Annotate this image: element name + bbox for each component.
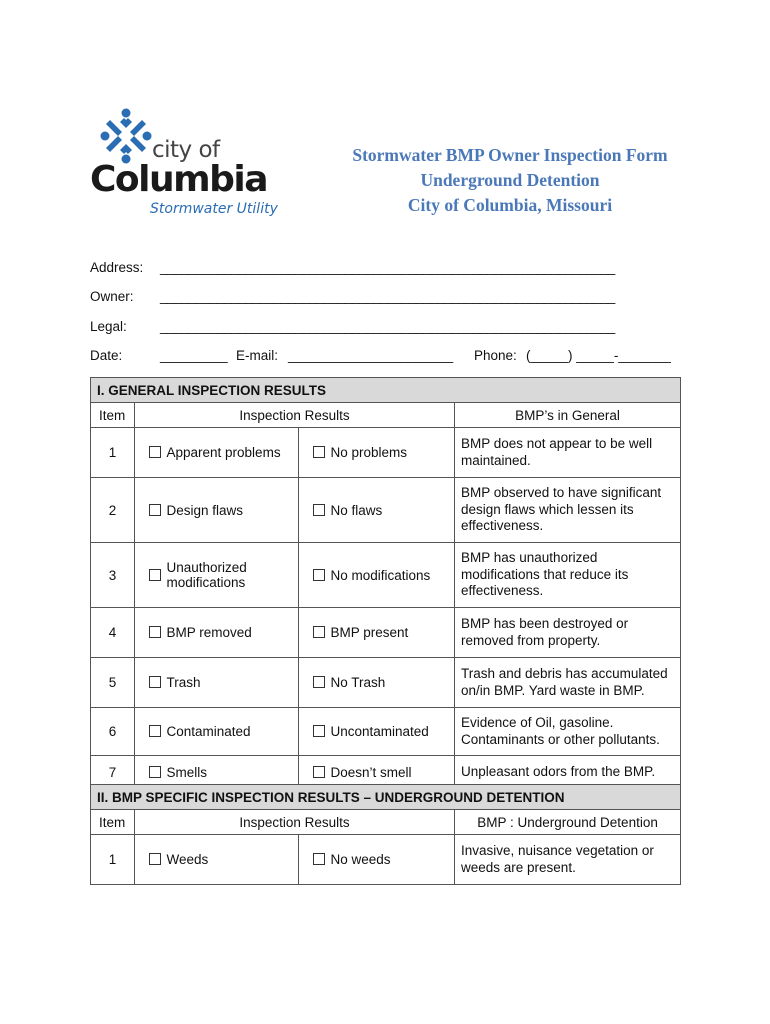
phone-label: Phone: xyxy=(474,348,517,363)
row-description: BMP has been destroyed or removed from property. xyxy=(455,608,681,658)
checkbox-square-icon[interactable] xyxy=(149,626,161,638)
address-label: Address: xyxy=(90,260,144,275)
option-ok-label: No Trash xyxy=(327,658,455,708)
table-row xyxy=(91,835,681,885)
item-number: 1 xyxy=(91,428,135,478)
checkbox-square-icon[interactable] xyxy=(149,853,161,865)
checkbox-problem[interactable] xyxy=(135,658,163,708)
checkbox-square-icon[interactable] xyxy=(149,504,161,516)
option-problem-label: BMP removed xyxy=(163,608,299,658)
checkbox-square-icon[interactable] xyxy=(313,504,325,516)
table-row xyxy=(91,543,681,608)
email-line[interactable]: ______________________ xyxy=(288,348,454,363)
table-row xyxy=(91,708,681,756)
logo-city-of: city of xyxy=(152,137,220,163)
option-ok-label: No flaws xyxy=(327,478,455,543)
checkbox-square-icon[interactable] xyxy=(313,446,325,458)
item-number: 6 xyxy=(91,708,135,756)
checkbox-square-icon[interactable] xyxy=(149,766,161,778)
col-results-header: Inspection Results xyxy=(135,403,455,428)
option-ok-label: No modifications xyxy=(327,543,455,608)
checkbox-ok[interactable] xyxy=(299,478,327,543)
checkbox-ok[interactable] xyxy=(299,835,327,885)
checkbox-ok[interactable] xyxy=(299,658,327,708)
checkbox-square-icon[interactable] xyxy=(313,626,325,638)
row-description: Evidence of Oil, gasoline. Contaminants or other pollutants. xyxy=(455,708,681,756)
email-label: E-mail: xyxy=(236,348,279,363)
checkbox-ok[interactable] xyxy=(299,428,327,478)
option-problem-label: Design flaws xyxy=(163,478,299,543)
checkbox-problem[interactable] xyxy=(135,708,163,756)
item-number: 1 xyxy=(91,835,135,885)
option-ok-label: No problems xyxy=(327,428,455,478)
checkbox-ok[interactable] xyxy=(299,543,327,608)
item-number: 7 xyxy=(91,756,135,790)
form-title xyxy=(300,143,720,218)
checkbox-problem[interactable] xyxy=(135,608,163,658)
title-line-1: Stormwater BMP Owner Inspection Form xyxy=(352,145,668,165)
col-specific-header: BMP : Underground Detention xyxy=(455,810,681,835)
option-ok-label: BMP present xyxy=(327,608,455,658)
checkbox-problem[interactable] xyxy=(135,835,163,885)
checkbox-ok[interactable] xyxy=(299,608,327,658)
item-number: 5 xyxy=(91,658,135,708)
general-inspection-table xyxy=(90,377,681,790)
checkbox-square-icon[interactable] xyxy=(313,766,325,778)
checkbox-square-icon[interactable] xyxy=(149,446,161,458)
option-problem-label: Apparent problems xyxy=(163,428,299,478)
title-line-2: Underground Detention xyxy=(420,170,600,190)
col-item-header: Item xyxy=(91,403,135,428)
table-row xyxy=(91,608,681,658)
owner-line[interactable]: ________________________________________________________________ xyxy=(160,289,615,304)
option-problem-label: Unauthorized modifications xyxy=(163,543,299,608)
section2-title: II. BMP SPECIFIC INSPECTION RESULTS – UNDERGROUND DETENTION xyxy=(91,785,681,810)
option-problem-label: Contaminated xyxy=(163,708,299,756)
phone-line[interactable]: (_____) _____-_______ xyxy=(526,348,671,363)
option-ok-label: No weeds xyxy=(327,835,455,885)
col-general-header: BMP’s in General xyxy=(455,403,681,428)
checkbox-ok[interactable] xyxy=(299,708,327,756)
legal-line[interactable]: ________________________________________________________________ xyxy=(160,319,615,334)
table-row xyxy=(91,428,681,478)
checkbox-problem[interactable] xyxy=(135,428,163,478)
row-description: BMP observed to have significant design flaws which lessen its effectiveness. xyxy=(455,478,681,543)
checkbox-square-icon[interactable] xyxy=(149,569,161,581)
table-row xyxy=(91,658,681,708)
checkbox-square-icon[interactable] xyxy=(313,676,325,688)
row-description: Unpleasant odors from the BMP. xyxy=(455,756,681,790)
row-description: BMP has unauthorized modifications that reduce its effectiveness. xyxy=(455,543,681,608)
section1-title: I. GENERAL INSPECTION RESULTS xyxy=(91,378,681,403)
row-description: Trash and debris has accumulated on/in BMP. Yard waste in BMP. xyxy=(455,658,681,708)
checkbox-square-icon[interactable] xyxy=(149,676,161,688)
option-problem-label: Trash xyxy=(163,658,299,708)
title-line-3: City of Columbia, Missouri xyxy=(407,195,613,215)
checkbox-problem[interactable] xyxy=(135,478,163,543)
checkbox-square-icon[interactable] xyxy=(149,725,161,737)
option-ok-label: Doesn’t smell xyxy=(327,756,455,790)
checkbox-problem[interactable] xyxy=(135,543,163,608)
specific-inspection-table xyxy=(90,784,681,885)
columbia-logo-mark-icon xyxy=(100,108,152,164)
option-ok-label: Uncontaminated xyxy=(327,708,455,756)
checkbox-square-icon[interactable] xyxy=(313,725,325,737)
item-number: 3 xyxy=(91,543,135,608)
logo-columbia: Columbia xyxy=(90,159,268,200)
date-line[interactable]: _________ xyxy=(160,348,228,363)
date-label: Date: xyxy=(90,348,123,363)
row-description: Invasive, nuisance vegetation or weeds are present. xyxy=(455,835,681,885)
city-logo xyxy=(90,108,280,223)
item-number: 4 xyxy=(91,608,135,658)
option-problem-label: Smells xyxy=(163,756,299,790)
table-row xyxy=(91,478,681,543)
checkbox-square-icon[interactable] xyxy=(313,853,325,865)
logo-stormwater-utility: Stormwater Utility xyxy=(150,201,278,217)
row-description: BMP does not appear to be well maintained. xyxy=(455,428,681,478)
owner-label: Owner: xyxy=(90,289,134,304)
checkbox-square-icon[interactable] xyxy=(313,569,325,581)
col-item-header: Item xyxy=(91,810,135,835)
item-number: 2 xyxy=(91,478,135,543)
col-results-header: Inspection Results xyxy=(135,810,455,835)
option-problem-label: Weeds xyxy=(163,835,299,885)
address-line[interactable]: ________________________________________________________________ xyxy=(160,260,615,275)
legal-label: Legal: xyxy=(90,319,127,334)
